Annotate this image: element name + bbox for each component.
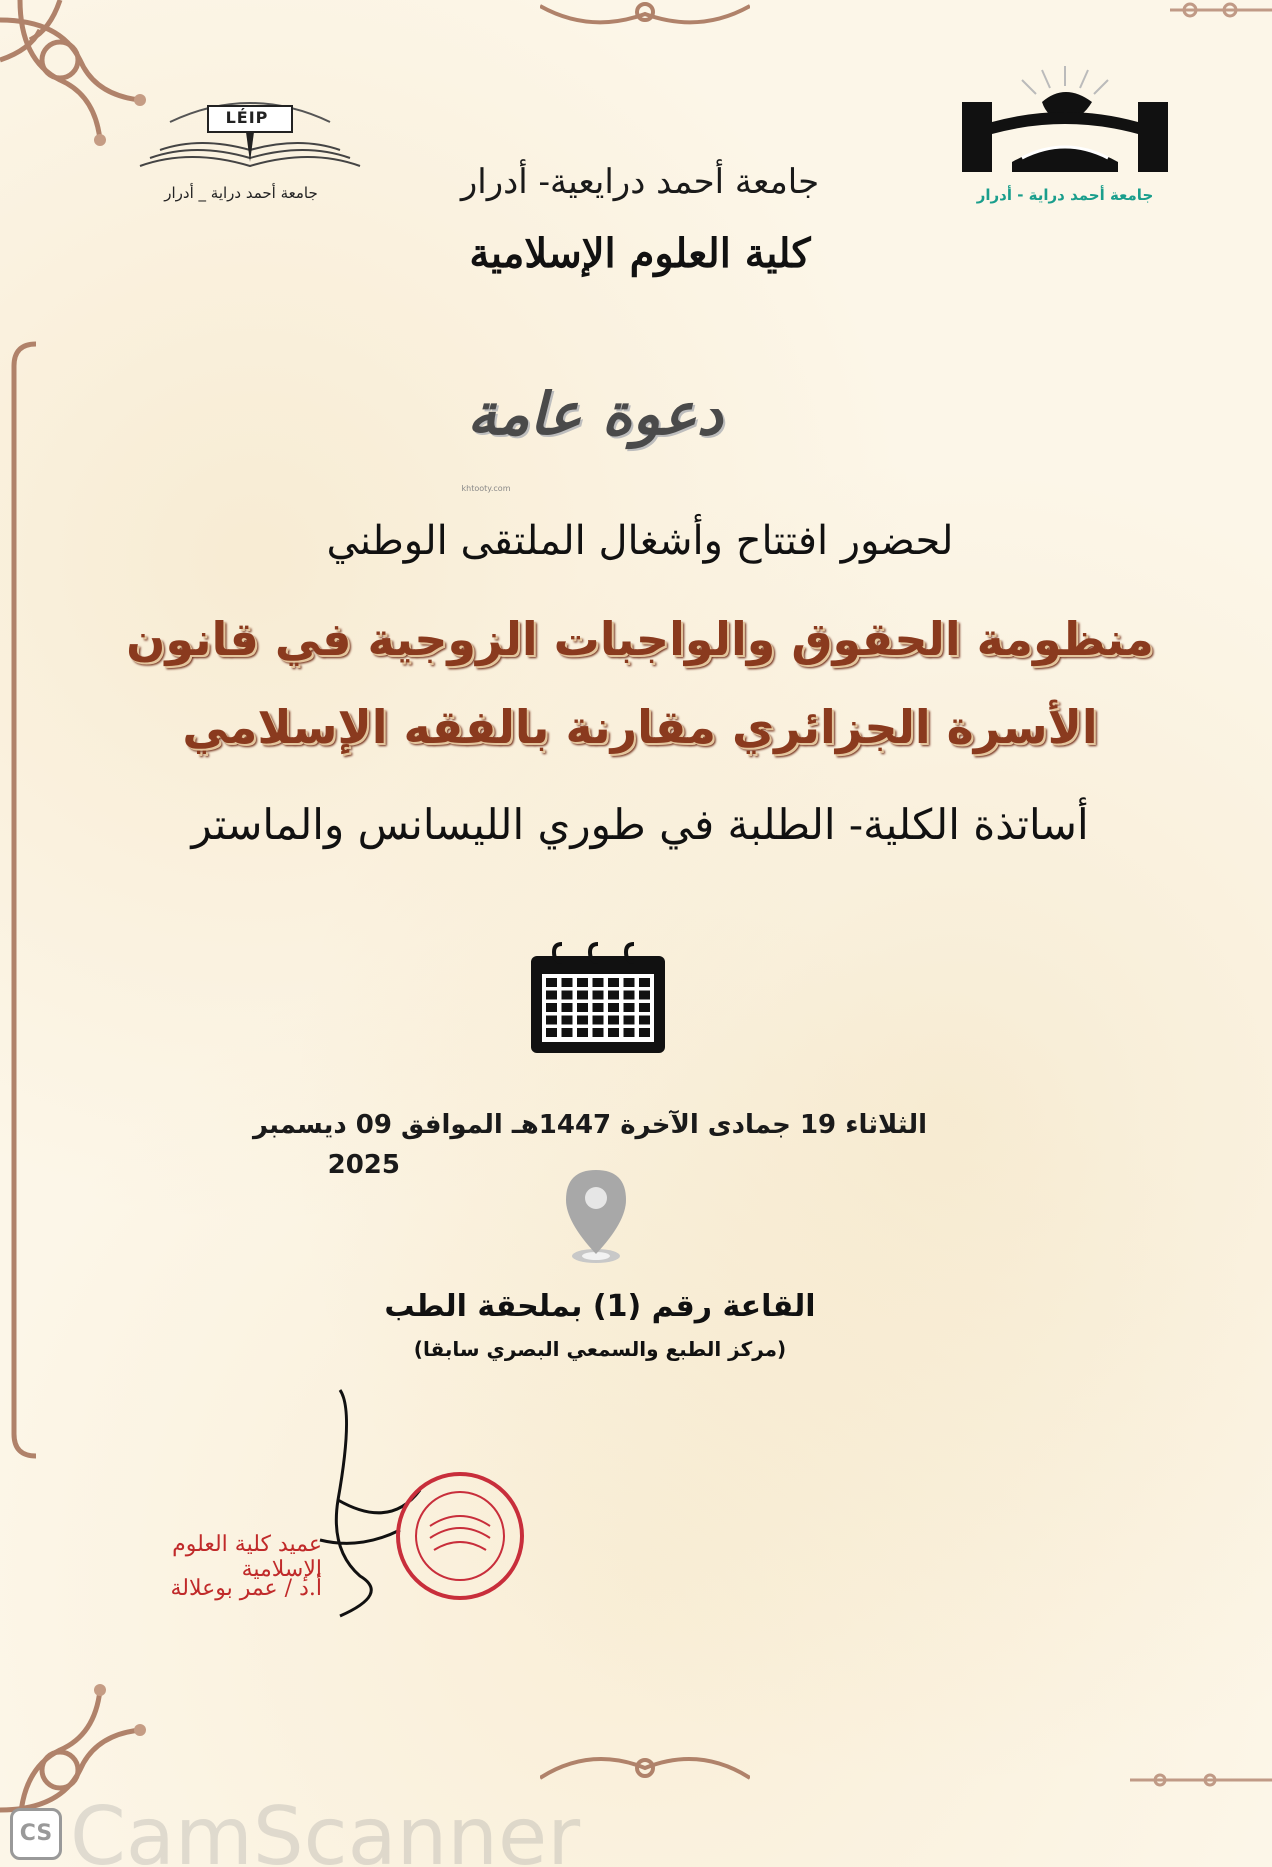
calendar-cell — [577, 1003, 588, 1012]
faculty-name: كلية العلوم الإسلامية — [469, 230, 811, 277]
lab-logo-abbr: LÉIP — [225, 108, 269, 127]
university-name: جامعة أحمد درايعية- أدرار — [460, 162, 820, 202]
calendar-cell — [593, 1016, 604, 1025]
calendar-cell — [624, 991, 635, 1000]
lab-logo-caption: جامعة أحمد دراية _ أدرار — [164, 184, 318, 202]
calendar-cell — [546, 978, 557, 987]
side-border-bracket — [8, 340, 38, 1460]
event-location — [200, 1286, 1000, 1370]
calendar-cell — [624, 1028, 635, 1037]
calendar-cell — [577, 1028, 588, 1037]
calendar-cell — [546, 1003, 557, 1012]
calendar-cell — [593, 991, 604, 1000]
lab-logo — [130, 92, 370, 182]
calendar-cell — [608, 991, 619, 1000]
calligraphy-credit: khtooty.com — [461, 484, 511, 493]
invitation-title: دعوة عامة — [467, 380, 723, 448]
calendar-cell — [577, 991, 588, 1000]
calendar-cell — [593, 1028, 604, 1037]
location-pin-icon — [560, 1166, 632, 1266]
event-date-line-1: الثلاثاء 19 جمادى الآخرة 1447هـ الموافق 09 ديسمبر — [252, 1110, 928, 1140]
event-hall: القاعة رقم (1) بملحقة الطب — [384, 1289, 816, 1324]
conference-title-line-1: منظومة الحقوق والواجبات الزوجية في قانون — [126, 612, 1154, 666]
calendar-cell — [562, 978, 573, 987]
calendar-cell — [624, 978, 635, 987]
calendar-cell — [608, 1003, 619, 1012]
ornament-bottom-center — [540, 1740, 750, 1784]
calendar-cell — [562, 991, 573, 1000]
university-logo — [952, 62, 1178, 182]
calendar-cell — [562, 1028, 573, 1037]
calendar-cell — [624, 1016, 635, 1025]
calendar-cell — [639, 1028, 650, 1037]
event-date-line-2: 2025 — [327, 1150, 400, 1180]
calendar-cell — [639, 991, 650, 1000]
calendar-cell — [593, 978, 604, 987]
scanner-watermark: CamScanner — [70, 1790, 581, 1867]
event-hall-note: (مركز الطبع والسمعي البصري سابقا) — [413, 1337, 787, 1361]
calendar-icon — [528, 940, 668, 1056]
calendar-cell — [546, 1016, 557, 1025]
dean-name: أ.د / عمر بوعلالة — [170, 1576, 322, 1601]
calendar-cell — [562, 1003, 573, 1012]
ornament-top-right — [1170, 0, 1272, 24]
calendar-cell — [546, 1028, 557, 1037]
attend-line: لحضور افتتاح وأشغال الملتقى الوطني — [326, 518, 954, 564]
calendar-cell — [577, 978, 588, 987]
conference-title-line-2: الأسرة الجزائري مقارنة بالفقه الإسلامي — [182, 700, 1098, 754]
official-stamp — [390, 1466, 530, 1606]
calendar-cell — [577, 1016, 588, 1025]
dean-title: عميد كلية العلوم الإسلامية — [172, 1532, 322, 1582]
calendar-cell — [562, 1016, 573, 1025]
university-logo-caption: جامعة أحمد دراية - أدرار — [976, 186, 1154, 204]
calendar-cell — [593, 1003, 604, 1012]
calendar-cell — [608, 978, 619, 987]
ornament-top-center — [540, 0, 750, 36]
ornament-bottom-right — [1130, 1770, 1272, 1790]
calendar-cell — [608, 1028, 619, 1037]
calendar-cell — [608, 1016, 619, 1025]
calendar-cell — [639, 1016, 650, 1025]
calendar-cell — [639, 978, 650, 987]
calendar-cell — [546, 991, 557, 1000]
calendar-cell — [639, 1003, 650, 1012]
calendar-cell — [624, 1003, 635, 1012]
audience-line: أساتذة الكلية- الطلبة في طوري الليسانس والماستر — [191, 800, 1089, 849]
camscanner-badge: CS — [10, 1808, 62, 1860]
